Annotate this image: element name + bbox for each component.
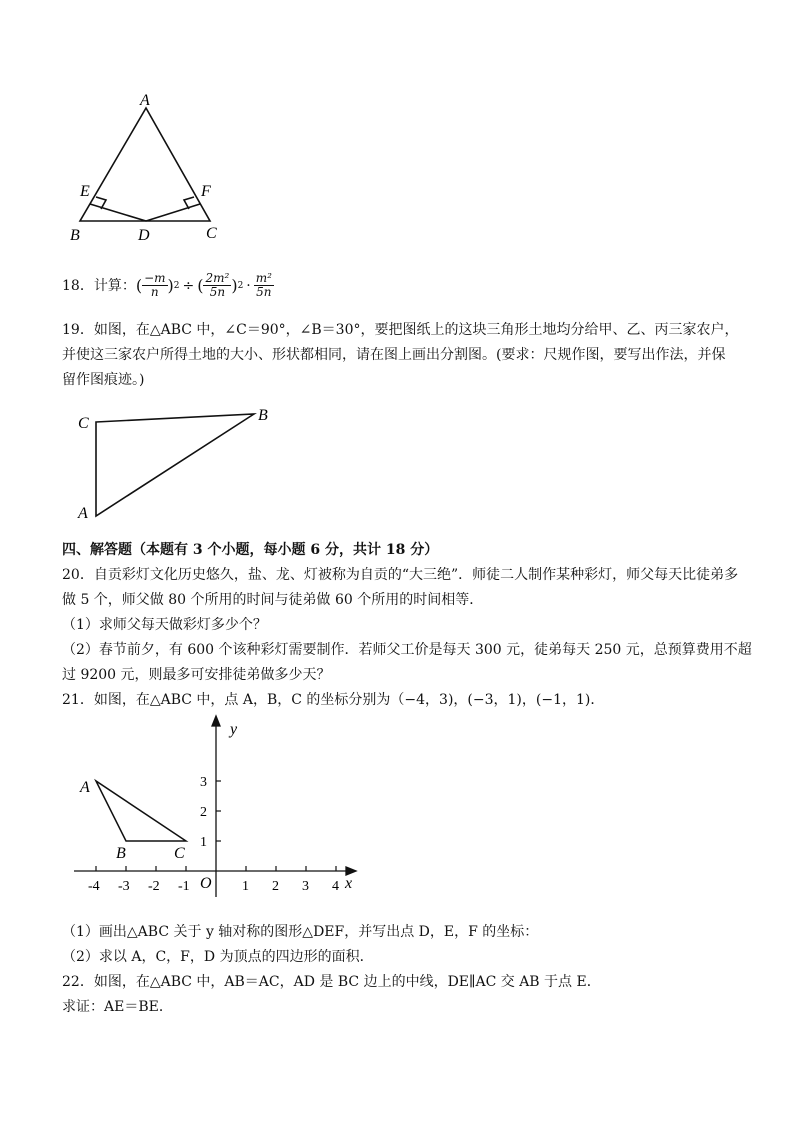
q18-frac2-den: 5n xyxy=(209,285,226,299)
label-c: C xyxy=(206,225,217,242)
label-y-axis: y xyxy=(230,721,238,738)
q18-multiply: · xyxy=(246,277,251,294)
q18-frac1-num: −m xyxy=(144,271,166,285)
q18-frac3-num: m² xyxy=(255,271,272,285)
question-21-line-1: 21．如图，在△ABC 中，点 A，B，C 的坐标分别为（−4，3)，(−3，1)，(−1，1)． xyxy=(62,692,605,708)
y-tick-label: 1 xyxy=(200,835,207,850)
x-axis-arrow xyxy=(346,867,356,875)
label-b: B xyxy=(70,227,80,244)
segment-de xyxy=(90,204,146,221)
section-4-heading: 四、解答题（本题有 3 个小题，每小题 6 分，共计 18 分） xyxy=(62,542,439,558)
question-20-part-2-line-2: 过 9200 元，则最多可安排徒弟做多少天？ xyxy=(62,667,331,683)
x-tick-label: 3 xyxy=(302,879,309,894)
q18-frac3-den: 5n xyxy=(256,285,272,299)
label-a: A xyxy=(80,779,90,796)
right-triangle-abc xyxy=(96,414,254,516)
q18-frac2-num: 2m² xyxy=(205,271,230,285)
x-tick-label: 1 xyxy=(242,879,249,894)
q18-divide: ÷ xyxy=(182,277,195,294)
question-20-part-1: （1）求师父每天做彩灯多少个？ xyxy=(62,617,267,633)
x-tick-label: 4 xyxy=(332,879,339,894)
question-19-line-3: 留作图痕迹。) xyxy=(62,372,145,388)
x-tick-label: -4 xyxy=(88,879,100,894)
segment-df xyxy=(146,204,200,221)
label-x-axis: x xyxy=(345,875,353,892)
coordinate-plane-figure xyxy=(60,712,370,910)
question-20-part-2-line-1: （2）春节前夕，有 600 个该种彩灯需要制作．若师父工价是每天 300 元，徒弟每天 250 元，总预算费用不超 xyxy=(62,642,752,658)
question-21-part-1: （1）画出△ABC 关于 y 轴对称的图形△DEF，并写出点 D，E，F 的坐标： xyxy=(62,924,539,940)
label-a: A xyxy=(78,505,88,522)
question-22-line-2: 求证：AE＝BE． xyxy=(62,999,173,1015)
q18-exponent-1: 2 xyxy=(173,280,180,291)
x-tick-label: -3 xyxy=(118,879,130,894)
label-d: D xyxy=(138,227,150,244)
triangle-abc xyxy=(80,108,210,221)
label-b: B xyxy=(258,407,268,424)
label-c: C xyxy=(78,415,89,432)
y-tick-label: 3 xyxy=(200,775,207,790)
q18-fraction-1 xyxy=(142,272,167,299)
label-a: A xyxy=(140,92,150,109)
figure-triangle-abc-2 xyxy=(70,400,280,525)
label-origin: O xyxy=(200,875,212,892)
y-axis-arrow xyxy=(212,716,220,726)
question-20-line-1: 20．自贡彩灯文化历史悠久，盐、龙、灯被称为自贡的“大三绝”．师徒二人制作某种彩灯，师父每天比徒弟多 xyxy=(62,567,739,583)
q18-prefix: 18．计算： xyxy=(62,277,136,294)
y-ticks xyxy=(200,775,221,850)
question-22-line-1: 22．如图，在△ABC 中，AB＝AC，AD 是 BC 边上的中线，DE∥AC 交 AB 于点 E． xyxy=(62,974,601,990)
question-20-line-2: 做 5 个，师父做 80 个所用的时间与徒弟做 60 个所用的时间相等． xyxy=(62,592,484,608)
label-f: F xyxy=(201,183,211,200)
q18-fraction-3 xyxy=(254,272,274,299)
question-21-part-2: （2）求以 A，C，F，D 为顶点的四边形的面积． xyxy=(62,949,374,965)
q18-fraction-2 xyxy=(203,272,231,299)
triangle-abc xyxy=(96,781,186,841)
label-c: C xyxy=(174,845,185,862)
figure-triangle-abc-1 xyxy=(60,88,230,248)
label-b: B xyxy=(116,845,126,862)
x-tick-label: -2 xyxy=(148,879,160,894)
q18-frac1-den: n xyxy=(150,285,159,299)
question-19-line-1: 19．如图，在△ABC 中，∠C＝90°，∠B＝30°，要把图纸上的这块三角形土地均分给甲、乙、丙三家农户， xyxy=(62,322,739,338)
x-tick-label: -1 xyxy=(178,879,190,894)
x-tick-label: 2 xyxy=(272,879,279,894)
question-18: 18．计算： ( $\frac{-m}{n}$ ) 2 ÷ ( $\frac{\text{2m²}}{5n}$ ) 2 · $\frac{\text{m²}}{5n}$ xyxy=(62,271,272,299)
question-19-line-2: 并使这三家农户所得土地的大小、形状都相同，请在图上画出分割图。(要求：尺规作图，要写出作法，并保 xyxy=(62,347,726,363)
y-tick-label: 2 xyxy=(200,805,207,820)
label-e: E xyxy=(80,183,90,200)
q18-exponent-2: 2 xyxy=(237,280,244,291)
x-ticks xyxy=(88,866,339,894)
